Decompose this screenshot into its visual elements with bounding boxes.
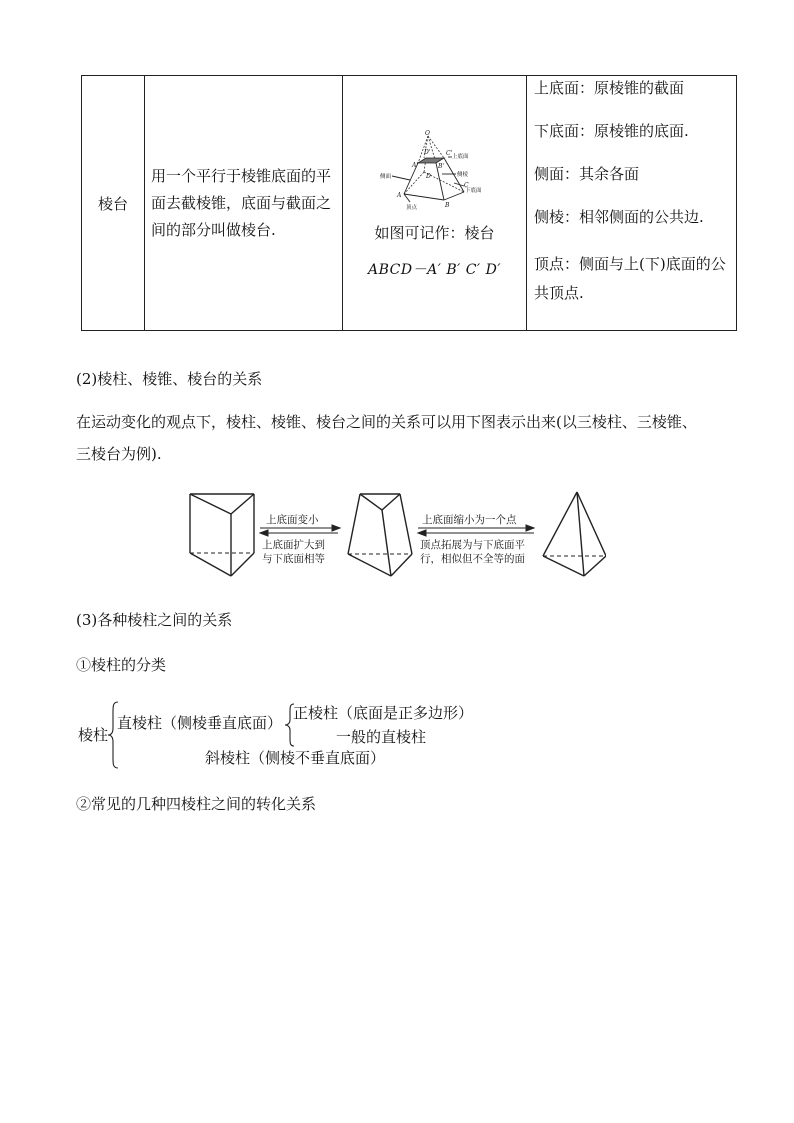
frustum-name-cell [82,76,145,331]
section3-heading: (3)各种棱柱之间的关系 [76,611,233,629]
tree-root: 棱柱 [78,726,109,744]
tree-leaf-regular-prism: 正棱柱（底面是正多边形） [293,704,474,722]
frustum-parts-cell [527,76,737,331]
label-A: A [396,191,401,199]
triangular-frustum [348,494,412,576]
frustum-name: 棱台 [97,194,128,213]
frustum-definition: 用一个平行于棱锥底面的平面去截棱锥，底面与截面之间的部分叫做棱台. [151,166,332,239]
part-upper-base: 上底面：原棱锥的截面 [534,79,685,97]
part-lateral-face: 侧面：其余各面 [534,165,640,183]
label-Ap: A' [411,161,418,169]
arrow1-top-label: 上底面变小 [266,514,319,526]
arrow1-bottom-label-2: 与下底面相等 [262,553,325,565]
section2-paragraph-line1: 在运动变化的观点下，棱柱、棱锥、棱台之间的关系可以用下图表示出来(以三棱柱、三棱锥、 [76,413,697,431]
section2-paragraph-line2: 三棱台为例). [76,445,162,463]
tree-branch-right-prism: 直棱柱（侧棱垂直底面） [117,714,283,732]
frustum-figure-cell [343,76,527,331]
label-Cp: C' [445,149,452,157]
part-lower-base: 下底面：原棱锥的底面. [534,122,689,140]
arrow2-bottom-label-1: 顶点拓展为与下底面平 [420,539,525,551]
label-B: B [444,201,449,209]
part-vertex: 顶点：侧面与上(下)底面的公共顶点. [534,255,726,302]
tree-branch-oblique-prism: 斜棱柱（侧棱不垂直底面） [205,749,386,767]
label-Dp: D' [423,148,430,156]
tree-brace-1 [107,700,121,770]
label-upper-base: 上底面 [451,153,469,160]
frustum-table [81,75,737,331]
table-row [82,76,737,331]
label-D: D [425,172,431,180]
arrow1-bottom-label-1: 上底面扩大到 [262,539,325,551]
arrow-frustum-pyramid[interactable] [418,525,534,536]
label-Bp: B' [437,162,444,170]
label-lower-base: 下底面 [464,187,482,194]
arrow2-bottom-label-2: 行，相似但不全等的面 [420,553,525,565]
figure-notation: ABCD－A′ B′ C′ D′ [368,261,501,278]
label-C: C [463,181,469,189]
part-lateral-edge: 侧棱：相邻侧面的公共边. [534,208,704,226]
figure-caption: 如图可记作：棱台 [374,223,495,242]
label-lateral-face: 侧面 [379,173,391,180]
arrow2-top-label: 上底面缩小为一个点 [422,514,517,526]
label-O: O [424,129,430,137]
quadrangular-prism-relation-title: ②常见的几种四棱柱之间的转化关系 [76,795,317,813]
frustum-figure [380,130,490,218]
label-vertex: 顶点 [405,204,417,211]
frustum-definition-cell [145,76,343,331]
polyhedra-relation-diagram [186,488,606,582]
triangular-prism [190,494,254,576]
prism-classification-title: ①棱柱的分类 [76,656,167,674]
triangular-pyramid [543,492,606,576]
label-lateral-edge: 侧棱 [456,171,468,178]
tree-leaf-general-right-prism: 一般的直棱柱 [336,728,427,746]
section2-heading: (2)棱柱、棱锥、棱台的关系 [76,370,263,388]
arrow-prism-frustum[interactable] [260,525,340,536]
